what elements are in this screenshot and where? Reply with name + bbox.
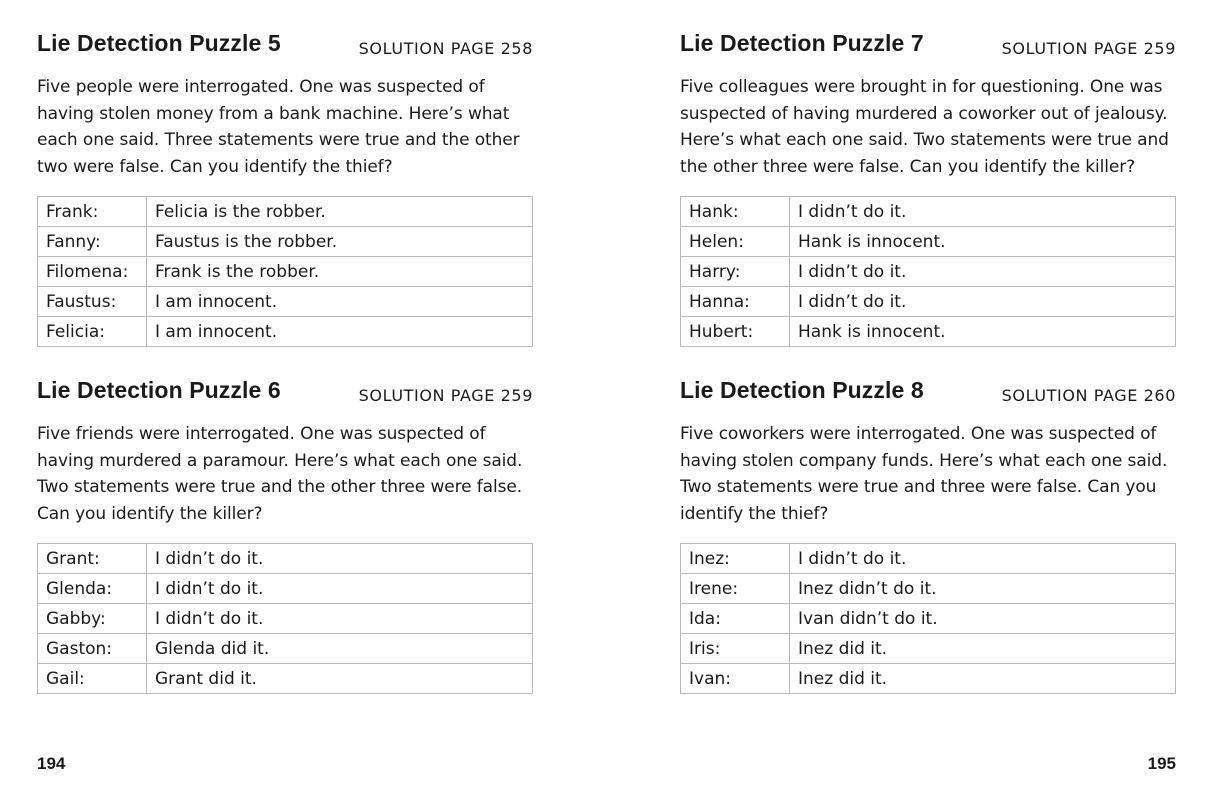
suspect-name: Harry: [681,257,790,287]
puzzle-header [680,377,1176,411]
suspect-statement: Felicia is the robber. [147,197,533,227]
table-row [38,604,533,634]
puzzle-header [37,30,533,64]
suspect-name: Hubert: [681,317,790,347]
suspect-name: Inez: [681,544,790,574]
puzzle-header [37,377,533,411]
suspect-statement: Ivan didn’t do it. [790,604,1176,634]
table-row [681,257,1176,287]
table-row [681,634,1176,664]
page-number-right: 195 [1147,754,1176,773]
suspect-name: Glenda: [38,574,147,604]
table-row [38,227,533,257]
suspect-name: Helen: [681,227,790,257]
table-row [38,574,533,604]
solution-page-ref: SOLUTION PAGE 258 [358,39,533,58]
puzzle-6 [37,377,533,694]
suspect-name: Grant: [38,544,147,574]
suspect-name: Faustus: [38,287,147,317]
solution-page-ref: SOLUTION PAGE 259 [358,386,533,405]
puzzle-intro: Five people were interrogated. One was suspected of having stolen money from a bank machine. Here’s what each one said. Three statements were true and the other two were false. Can you identify the thief? [37,77,520,177]
puzzle-5 [37,30,533,347]
suspect-statement: Faustus is the robber. [147,227,533,257]
table-row [681,604,1176,634]
statements-table [37,196,533,347]
table-row [38,317,533,347]
suspect-statement: Frank is the robber. [147,257,533,287]
puzzle-title: Lie Detection Puzzle 5 [37,30,281,56]
table-row [681,287,1176,317]
suspect-statement: Hank is innocent. [790,317,1176,347]
suspect-name: Iris: [681,634,790,664]
suspect-name: Filomena: [38,257,147,287]
table-row [681,317,1176,347]
suspect-name: Frank: [38,197,147,227]
puzzle-title: Lie Detection Puzzle 6 [37,377,281,403]
puzzle-intro: Five colleagues were brought in for questioning. One was suspected of having murdered a coworker out of jealousy. Here’s what each one said. Two statements were true and the other three were false. Can you identify the killer? [680,77,1169,177]
table-row [681,227,1176,257]
table-row [38,634,533,664]
table-row [38,287,533,317]
puzzle-8 [680,377,1176,694]
suspect-name: Hanna: [681,287,790,317]
puzzle-header [680,30,1176,64]
suspect-name: Gail: [38,664,147,694]
suspect-name: Hank: [681,197,790,227]
table-row [681,197,1176,227]
suspect-statement: I am innocent. [147,287,533,317]
table-row [681,664,1176,694]
suspect-statement: I am innocent. [147,317,533,347]
suspect-name: Gaston: [38,634,147,664]
suspect-statement: I didn’t do it. [790,257,1176,287]
table-row [38,544,533,574]
suspect-statement: Hank is innocent. [790,227,1176,257]
suspect-statement: I didn’t do it. [790,197,1176,227]
statements-table [680,543,1176,694]
suspect-statement: I didn’t do it. [790,287,1176,317]
suspect-statement: Inez did it. [790,634,1176,664]
statements-table [680,196,1176,347]
puzzle-7 [680,30,1176,347]
suspect-name: Ida: [681,604,790,634]
puzzle-title: Lie Detection Puzzle 8 [680,377,924,403]
table-row [681,544,1176,574]
suspect-statement: Glenda did it. [147,634,533,664]
puzzle-intro: Five coworkers were interrogated. One was suspected of having stolen company funds. Here’s what each one said. Two statements were true and three were false. Can you identify the thief? [680,424,1168,524]
suspect-statement: Grant did it. [147,664,533,694]
suspect-statement: I didn’t do it. [790,544,1176,574]
suspect-name: Ivan: [681,664,790,694]
table-row [38,257,533,287]
statements-table [37,543,533,694]
table-row [38,664,533,694]
solution-page-ref: SOLUTION PAGE 260 [1001,386,1176,405]
suspect-statement: Inez didn’t do it. [790,574,1176,604]
suspect-statement: I didn’t do it. [147,604,533,634]
suspect-name: Gabby: [38,604,147,634]
puzzle-title: Lie Detection Puzzle 7 [680,30,924,56]
table-row [38,197,533,227]
suspect-statement: I didn’t do it. [147,574,533,604]
suspect-name: Fanny: [38,227,147,257]
suspect-statement: I didn’t do it. [147,544,533,574]
puzzle-intro: Five friends were interrogated. One was suspected of having murdered a paramour. Here’s what each one said. Two statements were true and the other three were false. Can you identify the killer? [37,424,523,524]
solution-page-ref: SOLUTION PAGE 259 [1001,39,1176,58]
suspect-name: Irene: [681,574,790,604]
table-row [681,574,1176,604]
suspect-statement: Inez did it. [790,664,1176,694]
suspect-name: Felicia: [38,317,147,347]
page-number-left: 194 [37,754,66,773]
